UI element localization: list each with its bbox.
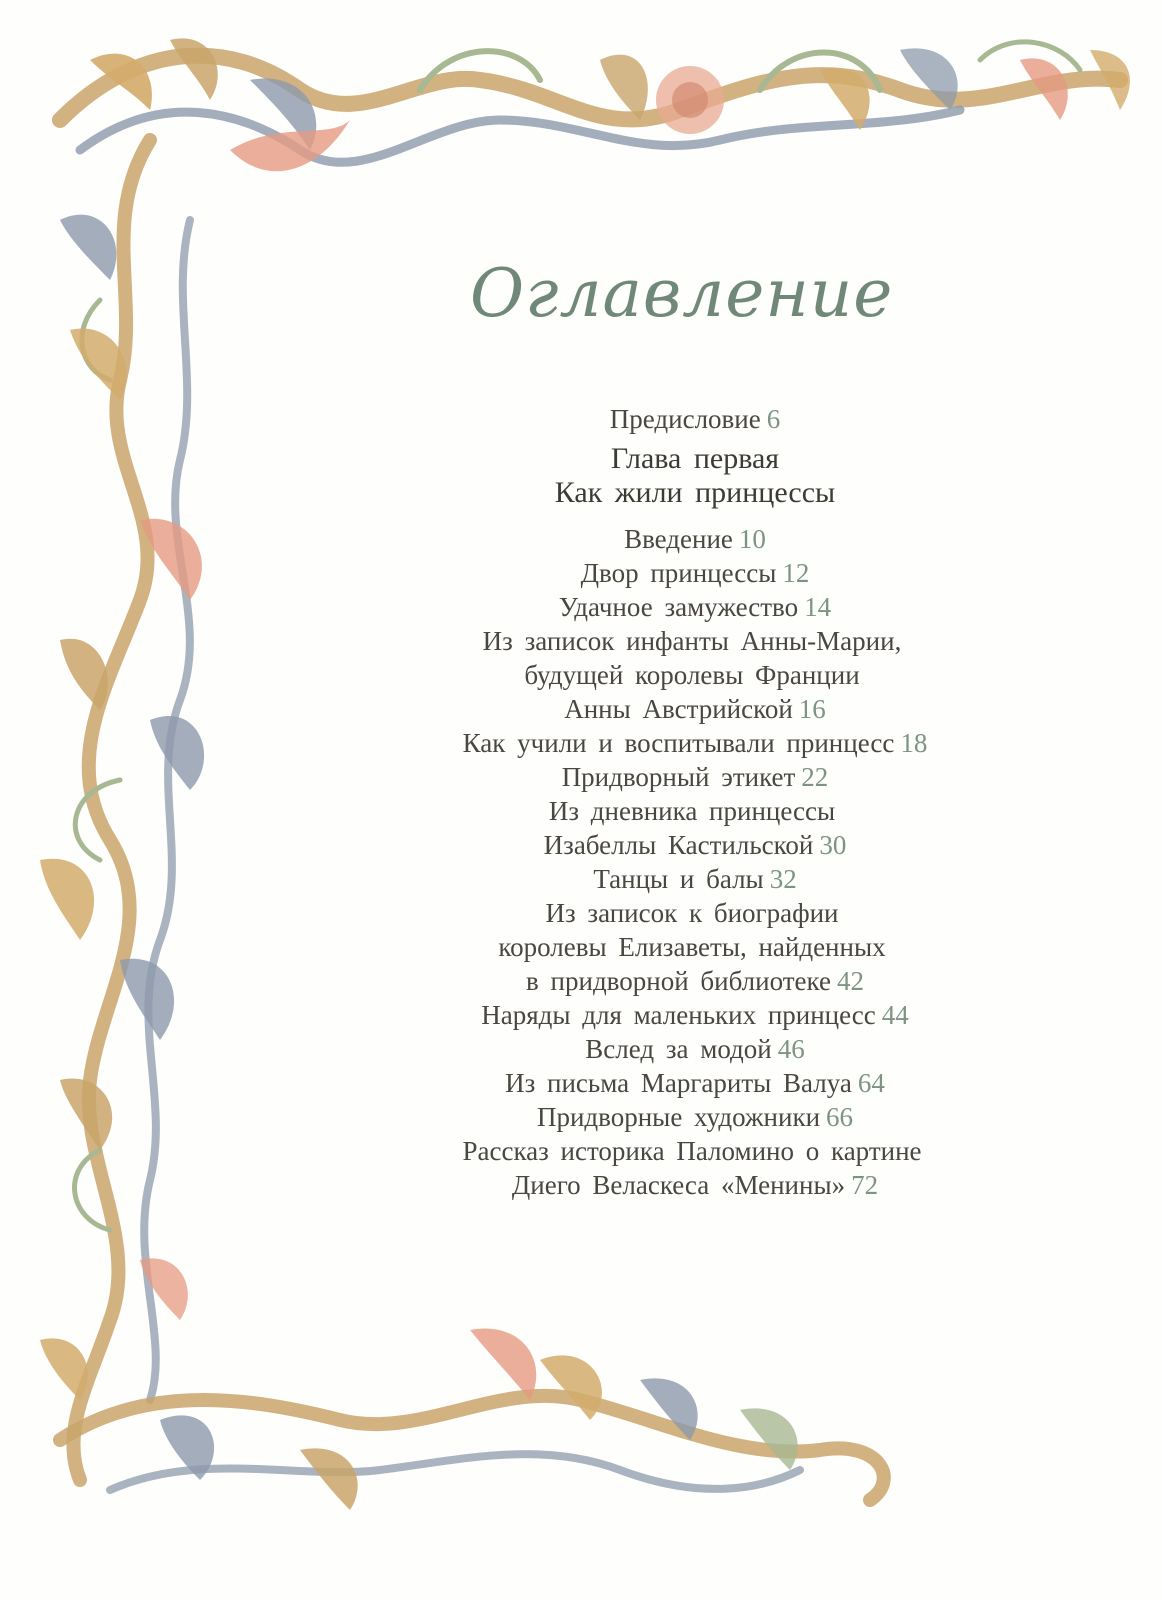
toc-entry [400,1168,990,1202]
toc-entry [400,964,990,998]
toc-entry-page: 66 [826,1102,854,1132]
toc-entry-text: Как учили и воспитывали принцесс [462,728,895,758]
toc-entry-text: Удачное замужество [558,592,799,622]
toc-entry-preface [400,402,990,436]
toc-entry-text: Из записок к биографии [545,898,839,928]
table-of-contents [400,402,990,1202]
toc-entry-text: Из дневника принцессы [548,796,836,826]
toc-entry-text: Придворный этикет [561,762,796,792]
toc-entry [400,896,990,930]
toc-entry [400,930,990,964]
toc-entry-text: королевы Елизаветы, найденных [498,932,886,962]
toc-entry [400,1134,990,1168]
toc-entry [400,760,990,794]
toc-entry [400,590,990,624]
toc-entry [400,794,990,828]
toc-entry-page: 32 [769,864,797,894]
toc-entry-text: в придворной библиотеке [526,966,831,996]
toc-entry-text: Изабеллы Кастильской [543,830,814,860]
toc-entry-page: 16 [798,694,826,724]
toc-entry-text: Рассказ историка Паломино о картине [462,1136,922,1166]
toc-entry-page: 42 [836,966,864,996]
toc-entry [400,1066,990,1100]
toc-entry-page: 22 [801,762,829,792]
toc-entry-page: 72 [851,1170,879,1200]
toc-entry-text: Двор принцессы [580,558,777,588]
toc-entry-text: Предисловие [609,404,761,434]
toc-entry-page: 14 [804,592,832,622]
toc-entry [400,692,990,726]
toc-entry-text: Наряды для маленьких принцесс [481,1000,876,1030]
toc-entry-text: Диего Веласкеса «Менины» [511,1170,846,1200]
toc-entry-page: 18 [900,728,928,758]
toc-entry-page: 44 [881,1000,909,1030]
toc-entry-page: 12 [782,558,810,588]
toc-entry-text: Анны Австрийской [564,694,793,724]
toc-entry [400,1100,990,1134]
toc-entry-page: 64 [857,1068,885,1098]
page-title: Оглавление [470,255,894,332]
toc-entry-text: Танцы и балы [593,864,764,894]
toc-entry-page: 10 [738,524,766,554]
toc-entry [400,1032,990,1066]
chapter-title: Как жили принцессы [554,476,836,509]
toc-entry [400,624,990,658]
toc-entry [400,998,990,1032]
toc-entry [400,862,990,896]
toc-entry [400,556,990,590]
toc-entry-text: Из письма Маргариты Валуа [505,1068,852,1098]
chapter-number: Глава первая [610,442,780,475]
toc-entry-text: Придворные художники [536,1102,821,1132]
toc-entry-page: 30 [819,830,847,860]
toc-entry [400,726,990,760]
toc-entry-text: Из записок инфанты Анны-Марии, [482,626,902,656]
toc-entry-page: 6 [766,404,781,434]
toc-entry-page: 46 [777,1034,805,1064]
toc-entry-text: Введение [624,524,733,554]
chapter-heading [400,442,990,510]
toc-entry [400,658,990,692]
toc-entry [400,522,990,556]
toc-entry-text: Вслед за модой [585,1034,772,1064]
toc-entry-text: будущей королевы Франции [524,660,860,690]
toc-entry [400,828,990,862]
